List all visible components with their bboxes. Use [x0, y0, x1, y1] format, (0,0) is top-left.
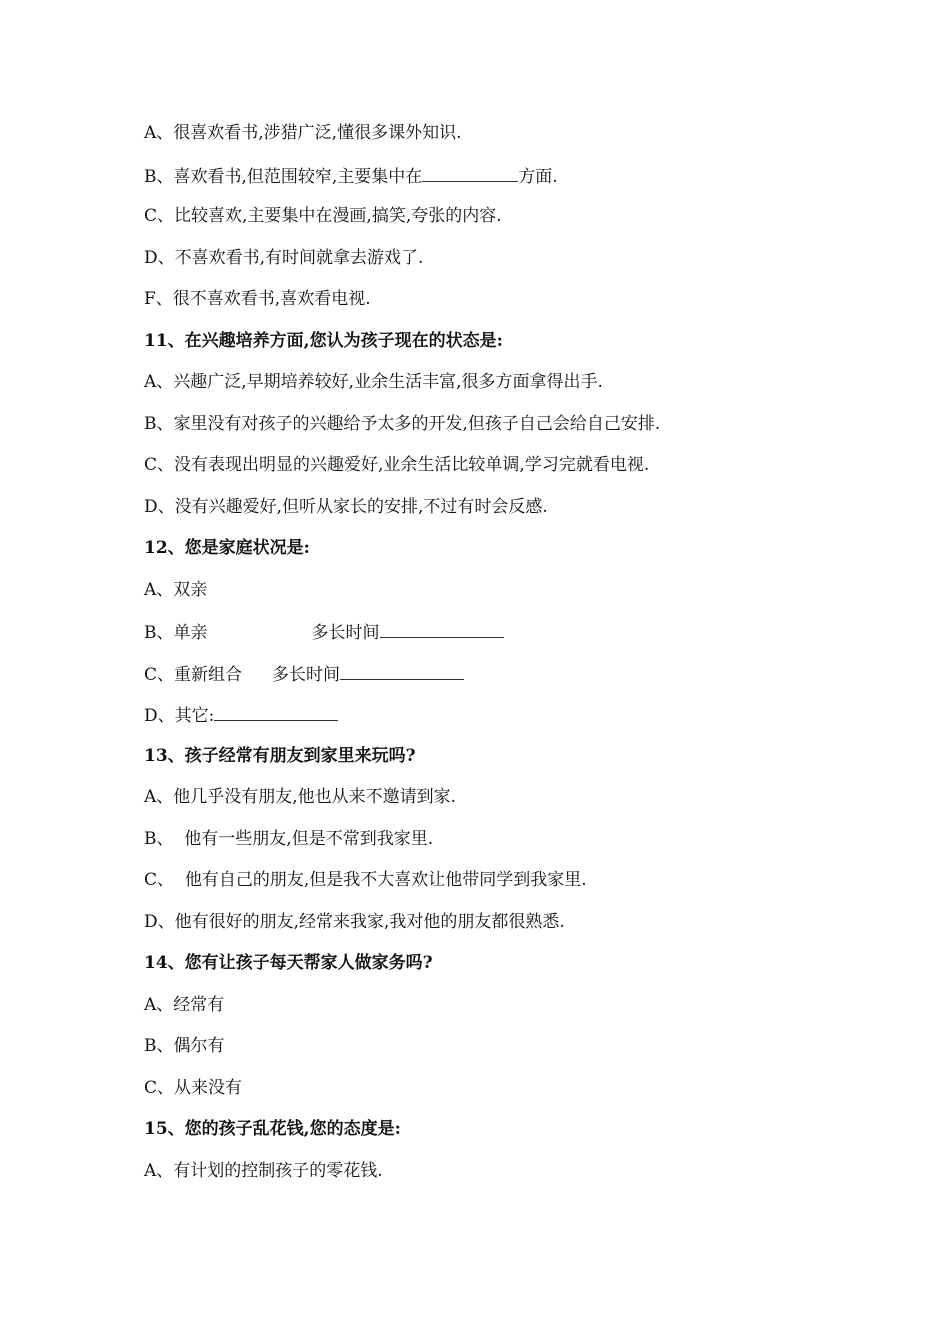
- q14-option-c: C、从来没有: [144, 1078, 243, 1098]
- q10-option-b-text: B、喜欢看书,但范围较窄,主要集中在: [144, 167, 423, 187]
- q10-option-d: D、不喜欢看书,有时间就拿去游戏了.: [144, 248, 424, 268]
- q12-option-b-duration-label: 多长时间: [311, 623, 380, 643]
- fill-blank[interactable]: [380, 619, 504, 638]
- q11-option-a: A、兴趣广泛,早期培养较好,业余生活丰富,很多方面拿得出手.: [144, 372, 603, 392]
- q12-question: 12、您是家庭状况是:: [144, 538, 310, 558]
- q13-question: 13、孩子经常有朋友到家里来玩吗?: [144, 746, 416, 766]
- q10-option-f: F、很不喜欢看书,喜欢看电视.: [144, 289, 371, 309]
- q10-option-b: [144, 163, 558, 189]
- q11-question: 11、在兴趣培养方面,您认为孩子现在的状态是:: [144, 331, 503, 351]
- q12-option-c-duration-label: 多长时间: [272, 665, 341, 685]
- fill-blank[interactable]: [422, 163, 518, 182]
- q14-option-b: B、偶尔有: [144, 1036, 225, 1056]
- fill-blank[interactable]: [340, 661, 464, 680]
- q10-option-c: C、比较喜欢,主要集中在漫画,搞笑,夸张的内容.: [144, 206, 502, 226]
- q13-option-c: C、 他有自己的朋友,但是我不大喜欢让他带同学到我家里.: [144, 870, 587, 890]
- q13-option-d: D、他有很好的朋友,经常来我家,我对他的朋友都很熟悉.: [144, 912, 565, 932]
- q13-option-a: A、他几乎没有朋友,他也从来不邀请到家.: [144, 787, 457, 807]
- q10-option-a: A、很喜欢看书,涉猎广泛,懂很多课外知识.: [144, 123, 462, 143]
- q11-option-d: D、没有兴趣爱好,但听从家长的安排,不过有时会反感.: [144, 497, 548, 517]
- q10-option-b-suffix: 方面.: [518, 167, 558, 187]
- q12-option-c: [144, 661, 464, 687]
- q12-option-b-text: B、单亲: [144, 623, 208, 643]
- q13-option-b: B、 他有一些朋友,但是不常到我家里.: [144, 829, 434, 849]
- q12-option-d: [144, 702, 338, 728]
- q14-option-a: A、经常有: [144, 995, 225, 1015]
- fill-blank[interactable]: [214, 702, 338, 721]
- q12-option-d-text: D、其它:: [144, 706, 215, 726]
- q11-option-b: B、家里没有对孩子的兴趣给予太多的开发,但孩子自己会给自己安排.: [144, 414, 661, 434]
- q12-option-a: A、双亲: [144, 580, 208, 600]
- q14-question: 14、您有让孩子每天帮家人做家务吗?: [144, 953, 433, 973]
- q15-option-a: A、有计划的控制孩子的零花钱.: [144, 1161, 383, 1181]
- q15-question: 15、您的孩子乱花钱,您的态度是:: [144, 1119, 401, 1139]
- q12-option-c-text: C、重新组合: [144, 665, 243, 685]
- q12-option-b: [144, 619, 504, 645]
- q11-option-c: C、没有表现出明显的兴趣爱好,业余生活比较单调,学习完就看电视.: [144, 455, 650, 475]
